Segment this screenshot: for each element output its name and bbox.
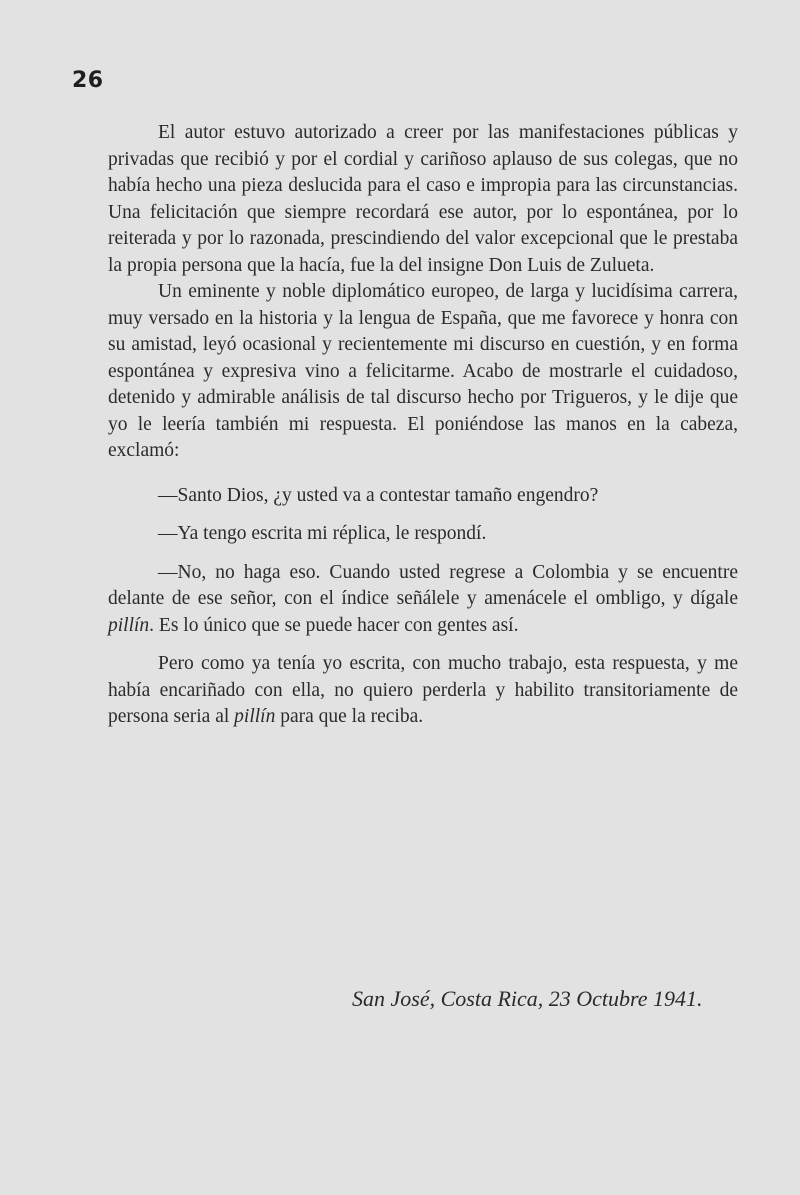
paragraph-1: El autor estuvo autorizado a creer por las manifestaciones públicas y privadas que recibió y por el cordial y cariñoso aplauso de sus colegas, que no había hecho una pieza deslucida para el caso e impropia para las circunstancias. Una felicitación que siempre recordará ese autor, por lo espontánea, por lo reiterada y por lo razonada, prescindiendo del valor excepcional que le prestaba la propia persona que la hacía, fue la del insigne Don Luis de Zulueta. <box>108 122 738 276</box>
body-text <box>108 120 738 731</box>
paragraph-2: Un eminente y noble diplomático europeo, de larga y lucidísima carrera, muy versado en la historia y la lengua de España, que me favorece y honra con su amistad, leyó ocasional y recientemente mi discurso en cuestión, y en forma espontánea y expresiva vino a felicitarme. Acabo de mostrarle el cuidadoso, detenido y admirable análisis de tal discurso hecho por Trigueros, y le dije que yo le leería también mi respuesta. El poniéndose las manos en la cabeza, exclamó: <box>108 281 738 461</box>
paragraph-3-start: Pero como ya tenía yo escrita, con mucho trabajo, esta respuesta, y me había encariñado con ella, no quiero perderla y habilito transitoriamente de persona seria al <box>108 653 738 727</box>
dialogue-line-3-end: . Es lo único que se puede hacer con gentes así. <box>149 614 519 636</box>
dialogue-gap <box>108 548 738 560</box>
paragraph-gap <box>108 465 738 483</box>
paragraph-3 <box>108 651 738 731</box>
dialogue-line-1: —Santo Dios, ¿y usted va a contestar tamaño engendro? <box>158 484 599 506</box>
paragraph-3-end: para que la reciba. <box>275 706 424 727</box>
italic-word-pillin: pillín <box>108 614 150 636</box>
page-number: 26 <box>72 68 104 93</box>
italic-word-pillin: pillín <box>234 706 276 727</box>
paragraph-gap <box>108 639 738 651</box>
dialogue-line-3 <box>108 560 738 640</box>
dialogue-gap <box>108 509 738 521</box>
place-and-date-signature: San José, Costa Rica, 23 Octubre 1941. <box>352 986 703 1011</box>
dialogue-line-2: —Ya tengo escrita mi réplica, le respondí. <box>158 523 487 544</box>
dialogue-line-3-start: —No, no haga eso. Cuando usted regrese a Colombia y se encuentre delante de ese señor, con el índice señálele y amenácele el ombligo, y dígale <box>108 561 738 609</box>
